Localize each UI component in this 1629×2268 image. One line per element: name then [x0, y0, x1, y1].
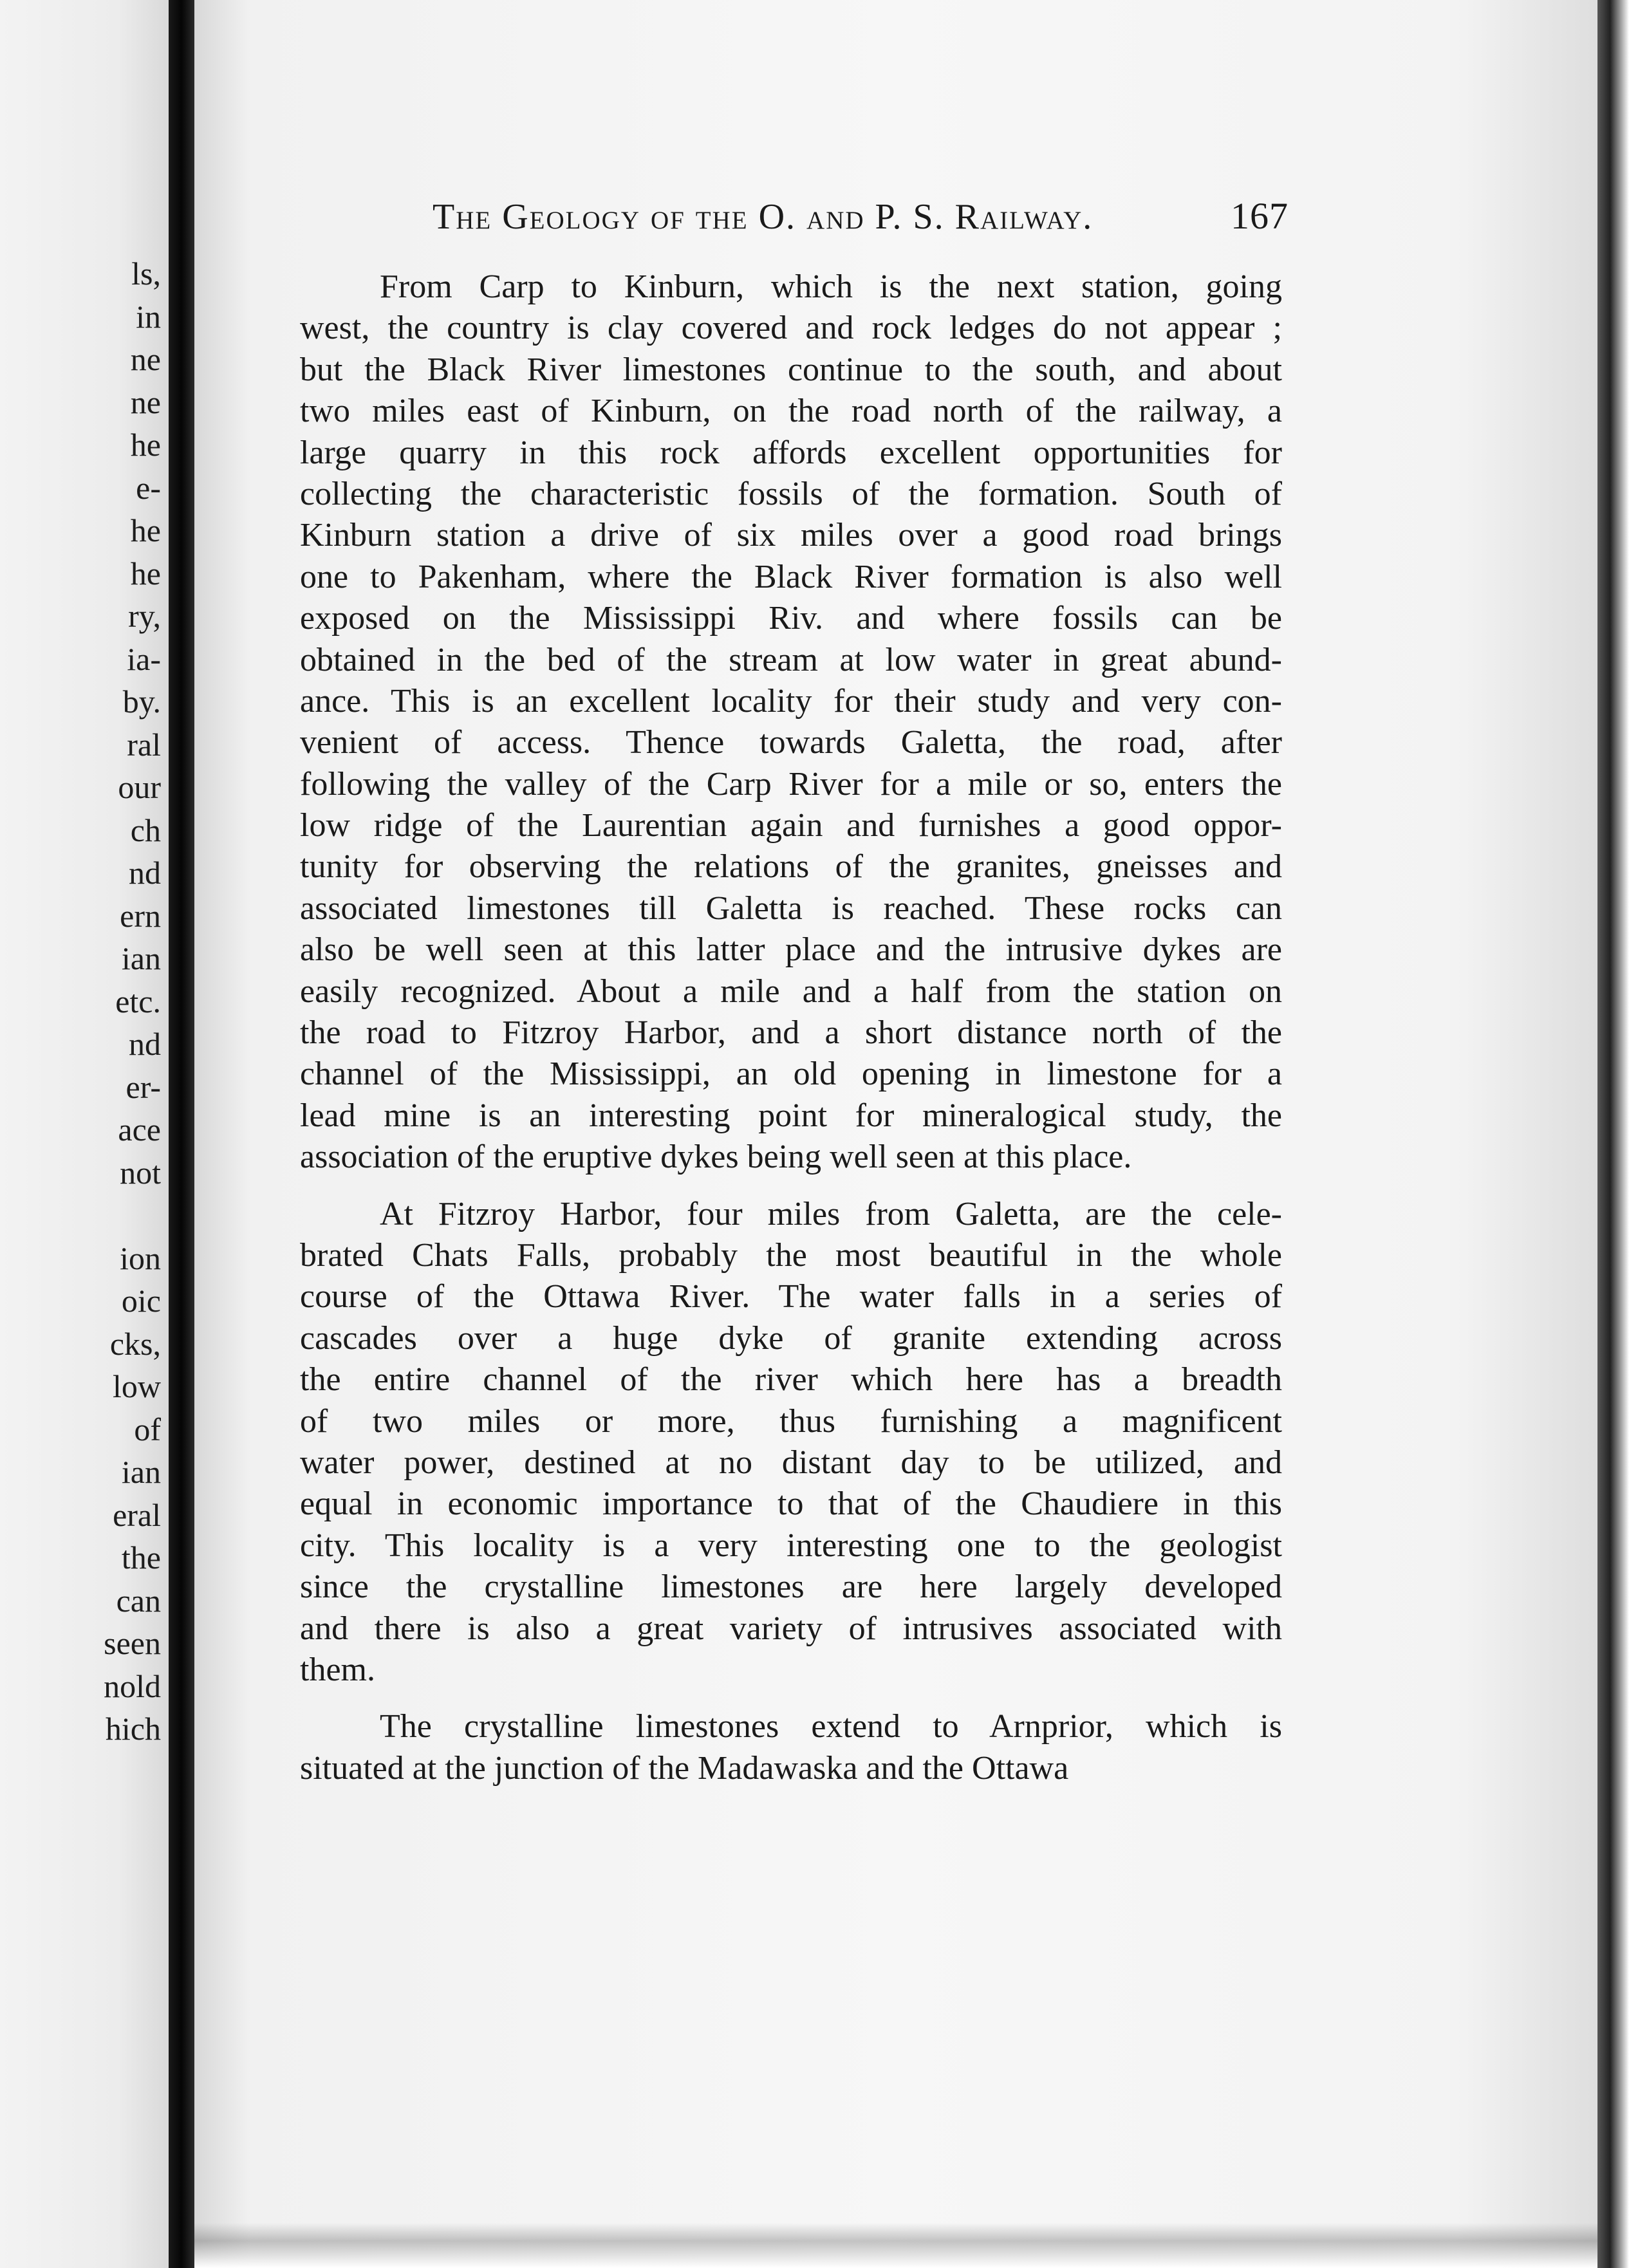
facing-page-fragment: our [118, 769, 161, 805]
facing-page-fragment: er- [126, 1068, 161, 1105]
facing-page-fragment: ry, [128, 598, 161, 634]
text-line: since the crystalline limestones are here largely developed [300, 1568, 1282, 1606]
text-line: two miles east of Kinburn, on the road north of the railway, a [300, 393, 1282, 430]
facing-page-fragment: cks, [109, 1325, 161, 1362]
text-line: Kinburn station a drive of six miles over a good road brings [300, 517, 1282, 554]
facing-page-fragment: seen [104, 1625, 161, 1661]
text-line: associated limestones till Galetta is reached. These rocks can [300, 889, 1282, 927]
facing-page-fragment: he [130, 555, 161, 591]
text-line: lead mine is an interesting point for mineralogical study, the [300, 1097, 1282, 1134]
facing-page-fragment: ls, [131, 256, 161, 292]
facing-page-fragment: can [116, 1582, 161, 1619]
book-gutter [169, 0, 194, 2268]
facing-page-fragment: ne [130, 341, 161, 377]
text-line: also be well seen at this latter place and the intrusive dykes are [300, 931, 1282, 969]
paragraph-gap [300, 1691, 1282, 1706]
text-line: following the valley of the Carp River for a mile or so, enters the [300, 765, 1282, 803]
paragraph-gap [300, 1178, 1282, 1194]
text-line: the road to Fitzroy Harbor, and a short distance north of the [300, 1014, 1282, 1052]
text-line: tunity for observing the relations of the granites, gneisses and [300, 848, 1282, 886]
facing-page-fragment: low [113, 1368, 161, 1404]
facing-page-fragment: ia- [127, 640, 161, 677]
text-line: exposed on the Mississippi Riv. and where fossils can be [300, 600, 1282, 637]
facing-page-fragment: nold [104, 1668, 161, 1704]
facing-page-fragment: nd [129, 855, 161, 891]
text-line: brated Chats Falls, probably the most beautiful in the whole [300, 1236, 1282, 1274]
facing-page-fragment: ern [120, 897, 161, 934]
text-line: of two miles or more, thus furnishing a magnificent [300, 1402, 1282, 1440]
paragraph [300, 1706, 1282, 1789]
text-line: the entire channel of the river which here has a breadth [300, 1361, 1282, 1399]
text-line: situated at the junction of the Madawaska and the Ottawa [300, 1749, 1069, 1787]
facing-page-fragment: eral [113, 1496, 161, 1533]
page-number: 167 [1231, 195, 1289, 237]
text-line: cascades over a huge dyke of granite extending across [300, 1319, 1282, 1357]
facing-page-fragment: ral [127, 726, 161, 763]
text-line: low ridge of the Laurentian again and furnishes a good oppor- [300, 807, 1282, 844]
running-head-title: The Geology of the O. and P. S. Railway. [433, 197, 1094, 237]
facing-page-fragment: ne [130, 384, 161, 420]
text-line: equal in economic importance to that of the Chaudiere in this [300, 1485, 1282, 1523]
text-line: From Carp to Kinburn, which is the next station, going [380, 268, 1282, 305]
facing-page-fragment: ian [121, 940, 161, 976]
paragraph [300, 1194, 1282, 1691]
text-line: collecting the characteristic fossils of the formation. South of [300, 475, 1282, 512]
facing-page-fragment: ace [118, 1111, 161, 1148]
facing-page-fragment: oic [121, 1283, 161, 1319]
text-line: channel of the Mississippi, an old opening in limestone for a [300, 1055, 1282, 1093]
text-line: At Fitzroy Harbor, four miles from Galetta, are the cele- [380, 1195, 1282, 1232]
facing-page-fragment: hich [105, 1711, 161, 1747]
facing-page-fragment: of [134, 1411, 161, 1447]
facing-page-fragment: e- [136, 469, 161, 506]
text-line: The crystalline limestones extend to Arnprior, which is [380, 1708, 1282, 1745]
page-right-edge [1597, 0, 1629, 2268]
facing-page-fragment: nd [129, 1026, 161, 1062]
facing-page-fragment: not [120, 1154, 161, 1191]
text-line: ance. This is an excellent locality for their study and very con- [300, 682, 1282, 720]
facing-page-margin [0, 0, 169, 2268]
facing-page-fragment: he [130, 427, 161, 463]
facing-page-fragment: etc. [115, 983, 161, 1019]
facing-page-fragment: ch [130, 812, 161, 848]
body-text [300, 266, 1282, 1789]
text-line: them. [300, 1651, 375, 1688]
text-line: and there is also a great variety of intrusives associated with [300, 1610, 1282, 1647]
facing-page-fragment: in [136, 298, 161, 335]
facing-page-fragment: he [130, 512, 161, 548]
running-head [433, 194, 1289, 239]
facing-page-fragment: by. [122, 683, 161, 720]
facing-page-fragment: ion [120, 1240, 161, 1276]
page-bottom-edge [194, 2223, 1597, 2268]
text-line: course of the Ottawa River. The water falls in a series of [300, 1278, 1282, 1315]
text-line: venient of access. Thence towards Galetta, the road, after [300, 724, 1282, 761]
facing-page-fragment: ian [121, 1454, 161, 1490]
text-line: association of the eruptive dykes being well seen at this place. [300, 1139, 1132, 1176]
paragraph [300, 266, 1282, 1178]
text-line: one to Pakenham, where the Black River formation is also well [300, 558, 1282, 595]
text-line: obtained in the bed of the stream at low water in great abund- [300, 641, 1282, 678]
text-line: city. This locality is a very interesting one to the geologist [300, 1527, 1282, 1564]
text-line: water power, destined at no distant day to be utilized, and [300, 1444, 1282, 1481]
text-line: west, the country is clay covered and rock ledges do not appear ; [300, 310, 1282, 347]
facing-page-fragment: the [121, 1539, 161, 1576]
text-line: large quarry in this rock affords excellent opportunities for [300, 434, 1282, 471]
text-line: easily recognized. About a mile and a half from the station on [300, 972, 1282, 1010]
text-line: but the Black River limestones continue to the south, and about [300, 351, 1282, 388]
